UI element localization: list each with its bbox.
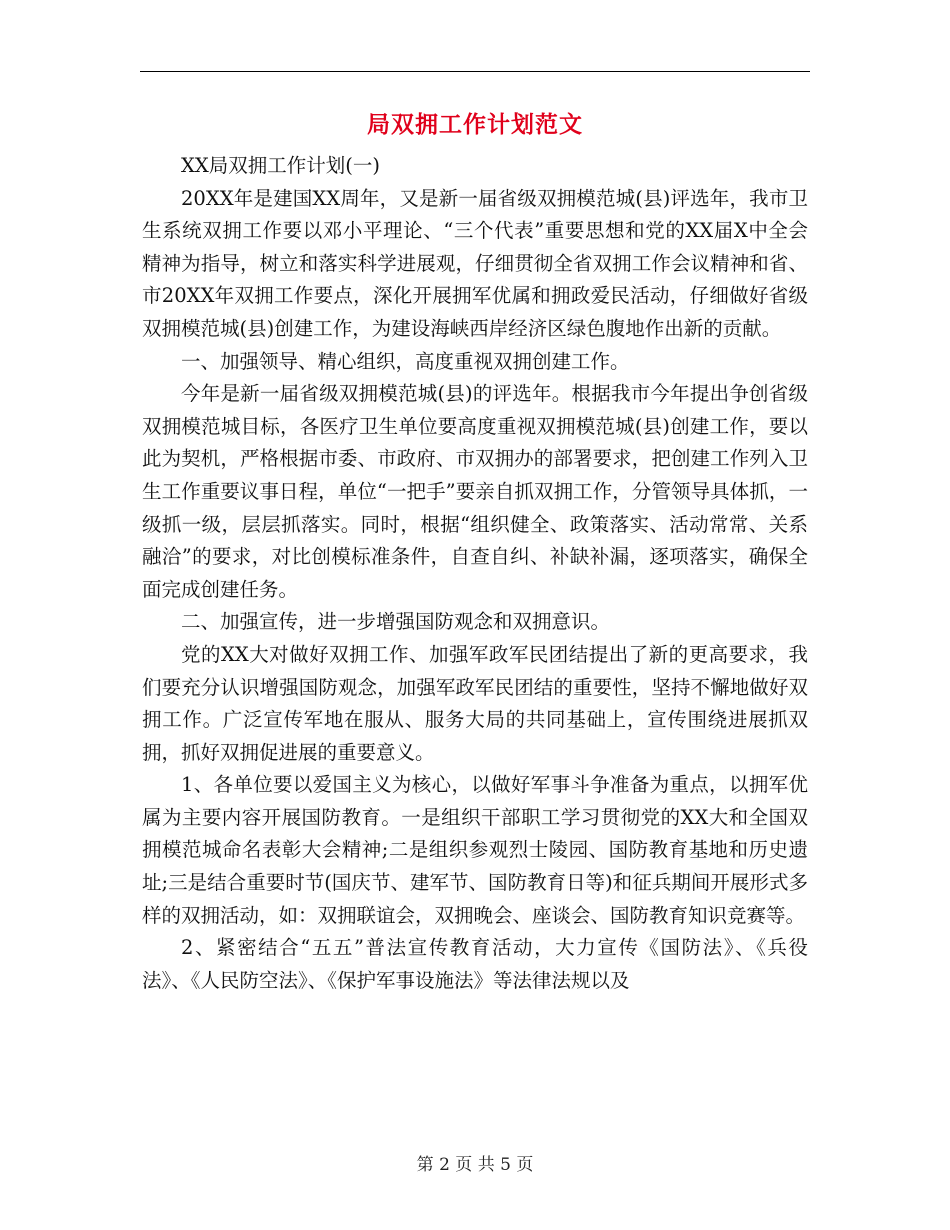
document-body [142,150,808,997]
paragraph: 1、各单位要以爱国主义为核心，以做好军事斗争准备为重点，以拥军优属为主要内容开展国防教育。一是组织干部职工学习贯彻党的XX大和全国双拥模范城命名表彰大会精神;二是组织参观烈士陵园、国防教育基地和历史遗址;三是结合重要时节(国庆节、建军节、国防教育日等)和征兵期间开展形式多样的双拥活动，如：双拥联谊会，双拥晚会、座谈会、国防教育知识竞赛等。 [142,773,808,927]
paragraph: 今年是新一届省级双拥模范城(县)的评选年。根据我市今年提出争创省级双拥模范城目标，各医疗卫生单位要高度重视双拥模范城(县)创建工作，要以此为契机，严格根据市委、市政府、市双拥办的部署要求，把创建工作列入卫生工作重要议事日程，单位“一把手”要亲自抓双拥工作，分管领导具体抓，一级抓一级，层层抓落实。同时，根据“组织健全、政策落实、活动常常、关系融洽”的要求，对比创模标准条件，自查自纠、补缺补漏，逐项落实，确保全面完成创建任务。 [142,382,808,601]
paragraph: 2、紧密结合“五五”普法宣传教育活动，大力宣传《国防法》、《兵役法》、《人民防空法》、《保护军事设施法》等法律法规以及 [142,936,808,992]
page-number-footer: 第 2 页 共 5 页 [416,1155,534,1175]
document-title: 局双拥工作计划范文 [367,111,583,138]
header-rule [140,71,810,72]
paragraph-subtitle: XX局双拥工作计划(一) [181,154,380,177]
paragraph: 20XX年是建国XX周年，又是新一届省级双拥模范城(县)评选年，我市卫生系统双拥工作要以邓小平理论、“三个代表”重要思想和党的XX届X中全会精神为指导，树立和落实科学进展观，仔细贯彻全省双拥工作会议精神和省、市20XX年双拥工作要点，深化开展拥军优属和拥政爱民活动，仔细做好省级双拥模范城(县)创建工作，为建设海峡西岸经济区绿色腹地作出新的贡献。 [142,186,808,340]
section-heading: 一、加强领导、精心组织，高度重视双拥创建工作。 [181,349,630,373]
paragraph: 党的XX大对做好双拥工作、加强军政军民团结提出了新的更高要求，我们要充分认识增强国防观念，加强军政军民团结的重要性，坚持不懈地做好双拥工作。广泛宣传军地在服从、服务大局的共同基础上，宣传围绕进展抓双拥，抓好双拥促进展的重要意义。 [142,642,808,764]
section-heading: 二、加强宣传，进一步增强国防观念和双拥意识。 [181,610,611,634]
